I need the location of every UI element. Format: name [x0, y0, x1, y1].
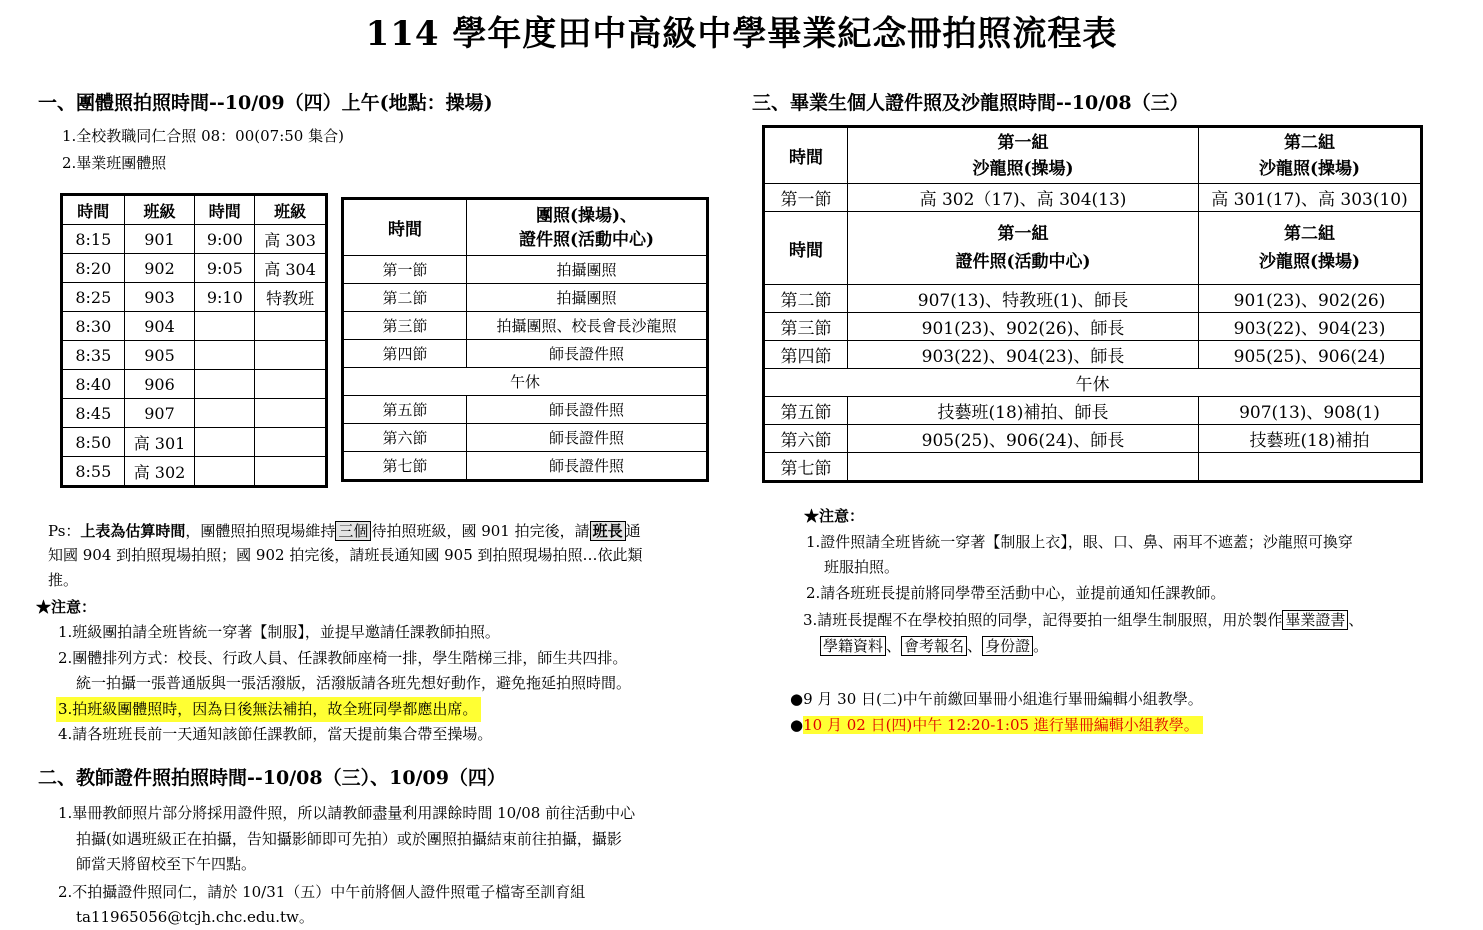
table-row	[62, 341, 327, 370]
table-cell: 9:05	[195, 254, 255, 283]
table-cell: 高 302（17)、高 304(13)	[848, 184, 1199, 212]
table-cell: 9:10	[195, 283, 255, 312]
table-row	[764, 184, 1422, 212]
notes3-item1a: 1.證件照請全班皆統一穿著【制服上衣】，眼、口、鼻、兩耳不遮蓋；沙龍照可換穿	[806, 533, 1353, 551]
table-cell: 第一節	[764, 184, 848, 212]
ps-text: 通	[625, 522, 641, 540]
s2-item1a: 1.畢冊教師照片部分將採用證件照，所以請教師盡量利用課餘時間 10/08 前往活動中心	[58, 804, 636, 822]
table-cell	[195, 399, 255, 428]
table-row	[343, 312, 708, 340]
notes1-item3-highlight: 3.拍班級團體照時，因為日後無法補拍，故全班同學都應出席。	[56, 697, 481, 722]
header-cell	[467, 199, 708, 256]
table-cell: 高 301	[124, 428, 195, 457]
ps-bold: 上表為估算時間	[80, 522, 186, 540]
header-line: 沙龍照(操場)	[972, 158, 1074, 179]
table-row	[62, 428, 327, 457]
table-cell: 9:00	[195, 225, 255, 254]
header-line: 證件照(活動中心)	[955, 252, 1091, 272]
table-row	[62, 254, 327, 283]
header-line: 證件照(活動中心)	[518, 229, 655, 250]
header-line: 沙龍照(操場)	[1258, 158, 1361, 179]
notes3-item3b	[820, 634, 1048, 659]
header-cell: 班級	[124, 195, 195, 225]
ps-text: ，團體照拍照現場維持	[185, 522, 336, 540]
table-row	[764, 425, 1422, 453]
page-title: 114 學年度田中高級中學畢業紀念冊拍照流程表	[365, 14, 1118, 54]
section2-heading: 二、教師證件照拍照時間--10/08（三）、10/09（四）	[38, 767, 506, 789]
table-cell: 8:40	[62, 370, 125, 399]
table-cell	[255, 341, 327, 370]
s2-item2b: ta11965056@tcjh.chc.edu.tw。	[76, 908, 314, 926]
notes3-text: 3.請班長提醒不在學校拍照的同學，記得要拍一組學生制服照，用於製作	[803, 611, 1283, 629]
period-table	[341, 197, 709, 482]
notes1-item1: 1.班級團拍請全班皆統一穿著【制服】，並提早邀請任課教師拍照。	[58, 623, 500, 641]
table-cell: 師長證件照	[467, 452, 708, 481]
table-row	[764, 341, 1422, 369]
header-line: 第一組	[997, 132, 1049, 153]
table-cell: 907(13)、特教班(1)、師長	[848, 285, 1199, 313]
table-row	[62, 370, 327, 399]
header-line: 第二組	[1284, 224, 1335, 244]
table-cell: 8:45	[62, 399, 125, 428]
table-row	[343, 284, 708, 312]
table-cell: 8:20	[62, 254, 125, 283]
notes1-item4: 4.請各班班長前一天通知該節任課教師，當天提前集合帶至操場。	[58, 725, 493, 743]
table-cell: 903(22)、904(23)、師長	[848, 341, 1199, 369]
table-row	[343, 452, 708, 481]
table-cell: 第四節	[764, 341, 848, 369]
table-cell: 師長證件照	[467, 424, 708, 452]
ps-boxed-monitor: 班長	[590, 521, 626, 541]
table-row	[343, 199, 708, 256]
table-cell: 第一節	[343, 256, 467, 284]
table-cell: 特教班	[255, 283, 327, 312]
table-cell: 904	[124, 312, 195, 341]
notes3-item3a	[803, 608, 1363, 633]
header-cell: 時間	[764, 127, 848, 184]
ps-prefix: Ps：	[48, 522, 81, 540]
table-cell: 902	[124, 254, 195, 283]
table-cell: 903(22)、904(23)	[1199, 313, 1422, 341]
table-cell	[255, 457, 327, 487]
table-cell: 第三節	[343, 312, 467, 340]
notes1-heading: ★注意：	[36, 598, 97, 616]
header-cell	[1199, 127, 1422, 184]
s2-item2a: 2.不拍攝證件照同仁，請於 10/31（五）中午前將個人證件照電子檔寄至訓育組	[58, 883, 586, 901]
table-cell: 8:35	[62, 341, 125, 370]
section3-heading: 三、畢業生個人證件照及沙龍照時間--10/08（三）	[752, 92, 1189, 114]
lunch-cell: 午休	[343, 368, 708, 396]
header-cell	[1199, 212, 1422, 285]
table-cell: 907	[124, 399, 195, 428]
table-cell: 高 302	[124, 457, 195, 487]
class-schedule-table	[60, 193, 328, 488]
s1-item2: 2.畢業班團體照	[62, 154, 167, 172]
header-line: 第一組	[997, 224, 1049, 244]
header-cell: 班級	[255, 195, 327, 225]
table-row	[343, 340, 708, 368]
table-cell	[195, 457, 255, 487]
table-row	[62, 283, 327, 312]
table-cell: 第三節	[764, 313, 848, 341]
table-cell	[195, 370, 255, 399]
table-cell: 高 303	[255, 225, 327, 254]
table-cell: 905	[124, 341, 195, 370]
s2-item1c: 師當天將留校至下午四點。	[76, 855, 257, 873]
header-cell	[848, 127, 1199, 184]
notes3-text: 、	[967, 637, 983, 655]
table-row	[343, 396, 708, 424]
header-cell: 時間	[195, 195, 255, 225]
notes1-item2a: 2.團體排列方式：校長、行政人員、任課教師座椅一排，學生階梯三排，師生共四排。	[58, 649, 628, 667]
table-row	[343, 256, 708, 284]
table-row	[62, 225, 327, 254]
header-cell: 時間	[62, 195, 125, 225]
header-cell	[848, 212, 1199, 285]
notes3-item2: 2.請各班班長提前將同學帶至活動中心，並提前通知任課教師。	[806, 584, 1226, 602]
table-cell: 師長證件照	[467, 396, 708, 424]
lunch-cell: 午休	[764, 369, 1422, 397]
table-cell	[195, 312, 255, 341]
boxed-diploma: 畢業證書	[1282, 610, 1348, 630]
table-cell: 第二節	[764, 285, 848, 313]
table-cell: 拍攝團照	[467, 284, 708, 312]
table-row	[764, 285, 1422, 313]
table-cell: 第七節	[343, 452, 467, 481]
table-cell	[848, 453, 1199, 482]
table-cell: 技藝班(18)補拍、師長	[848, 397, 1199, 425]
header-cell: 時間	[343, 199, 467, 256]
ps-boxed-three: 三個	[335, 521, 371, 541]
boxed-exam-registration: 會考報名	[901, 636, 967, 656]
table-cell: 拍攝團照、校長會長沙龍照	[467, 312, 708, 340]
table-cell: 第六節	[764, 425, 848, 453]
notes3-text: 、	[1348, 611, 1364, 629]
table-cell: 8:55	[62, 457, 125, 487]
table-cell	[255, 399, 327, 428]
bullet-dot: ●	[790, 716, 804, 734]
header-cell: 時間	[764, 212, 848, 285]
notes3-text: 、	[886, 637, 902, 655]
table-row	[343, 368, 708, 396]
table-cell: 8:50	[62, 428, 125, 457]
s2-item1b: 拍攝(如遇班級正在拍攝，告知攝影師即可先拍）或於團照拍攝結束前往拍攝，攝影	[76, 830, 622, 848]
table-cell: 901(23)、902(26)、師長	[848, 313, 1199, 341]
ps-line1	[48, 518, 641, 544]
table-cell	[195, 341, 255, 370]
ps-line2: 知國 904 到拍照現場拍照；國 902 拍完後，請班長通知國 905 到拍照現場拍照…依此類	[48, 546, 643, 564]
table-row	[764, 369, 1422, 397]
table-cell: 第七節	[764, 453, 848, 482]
notes3-heading: ★注意：	[804, 507, 865, 525]
table-cell: 903	[124, 283, 195, 312]
table-cell: 8:25	[62, 283, 125, 312]
table-row	[343, 424, 708, 452]
bullet-1: ●9 月 30 日(二)中午前繳回畢冊小組進行畢冊編輯小組教學。	[790, 690, 1203, 708]
header-line: 沙龍照(操場)	[1258, 252, 1361, 272]
table-cell: 8:15	[62, 225, 125, 254]
table-cell: 拍攝團照	[467, 256, 708, 284]
header-line: 團照(操場)、	[535, 205, 638, 226]
table-cell: 第六節	[343, 424, 467, 452]
table-cell	[1199, 453, 1422, 482]
notes3-text: 。	[1033, 637, 1049, 655]
table-cell	[255, 312, 327, 341]
s1-item1: 1.全校教職同仁合照 08：00(07:50 集合)	[62, 127, 344, 145]
table-row	[62, 195, 327, 225]
table-cell: 第二節	[343, 284, 467, 312]
bullet-2	[790, 713, 1203, 738]
table-row	[764, 212, 1422, 285]
table-cell	[195, 428, 255, 457]
section1-heading: 一、團體照拍照時間--10/09（四）上午(地點：操場)	[38, 92, 493, 114]
ps-line3: 推。	[48, 571, 79, 589]
table-cell: 第五節	[343, 396, 467, 424]
student-photo-table	[762, 125, 1423, 483]
table-cell: 高 304	[255, 254, 327, 283]
table-cell: 技藝班(18)補拍	[1199, 425, 1422, 453]
bullet-2-highlight: 10 月 02 日(四)中午 12:20-1:05 進行畢冊編輯小組教學。	[803, 716, 1203, 734]
table-row	[764, 397, 1422, 425]
table-cell: 905(25)、906(24)、師長	[848, 425, 1199, 453]
table-cell: 906	[124, 370, 195, 399]
table-row	[764, 453, 1422, 482]
table-cell: 第四節	[343, 340, 467, 368]
table-cell: 901(23)、902(26)	[1199, 285, 1422, 313]
header-line: 第二組	[1284, 132, 1335, 153]
notes3-item1b: 班服拍照。	[824, 558, 900, 576]
table-row	[62, 312, 327, 341]
table-cell	[255, 370, 327, 399]
ps-text: 待拍照班級，國 901 拍完後，請	[371, 522, 590, 540]
table-cell: 高 301(17)、高 303(10)	[1199, 184, 1422, 212]
table-cell	[255, 428, 327, 457]
notes1-item2b: 統一拍攝一張普通版與一張活潑版，活潑版請各班先想好動作，避免拖延拍照時間。	[76, 674, 632, 692]
table-cell: 905(25)、906(24)	[1199, 341, 1422, 369]
table-cell: 第五節	[764, 397, 848, 425]
table-cell: 8:30	[62, 312, 125, 341]
table-row	[764, 127, 1422, 184]
boxed-records: 學籍資料	[820, 636, 886, 656]
boxed-id-card: 身份證	[982, 636, 1033, 656]
table-row	[764, 313, 1422, 341]
table-cell: 901	[124, 225, 195, 254]
table-row	[62, 457, 327, 487]
table-cell: 師長證件照	[467, 340, 708, 368]
table-row	[62, 399, 327, 428]
table-cell: 907(13)、908(1)	[1199, 397, 1422, 425]
